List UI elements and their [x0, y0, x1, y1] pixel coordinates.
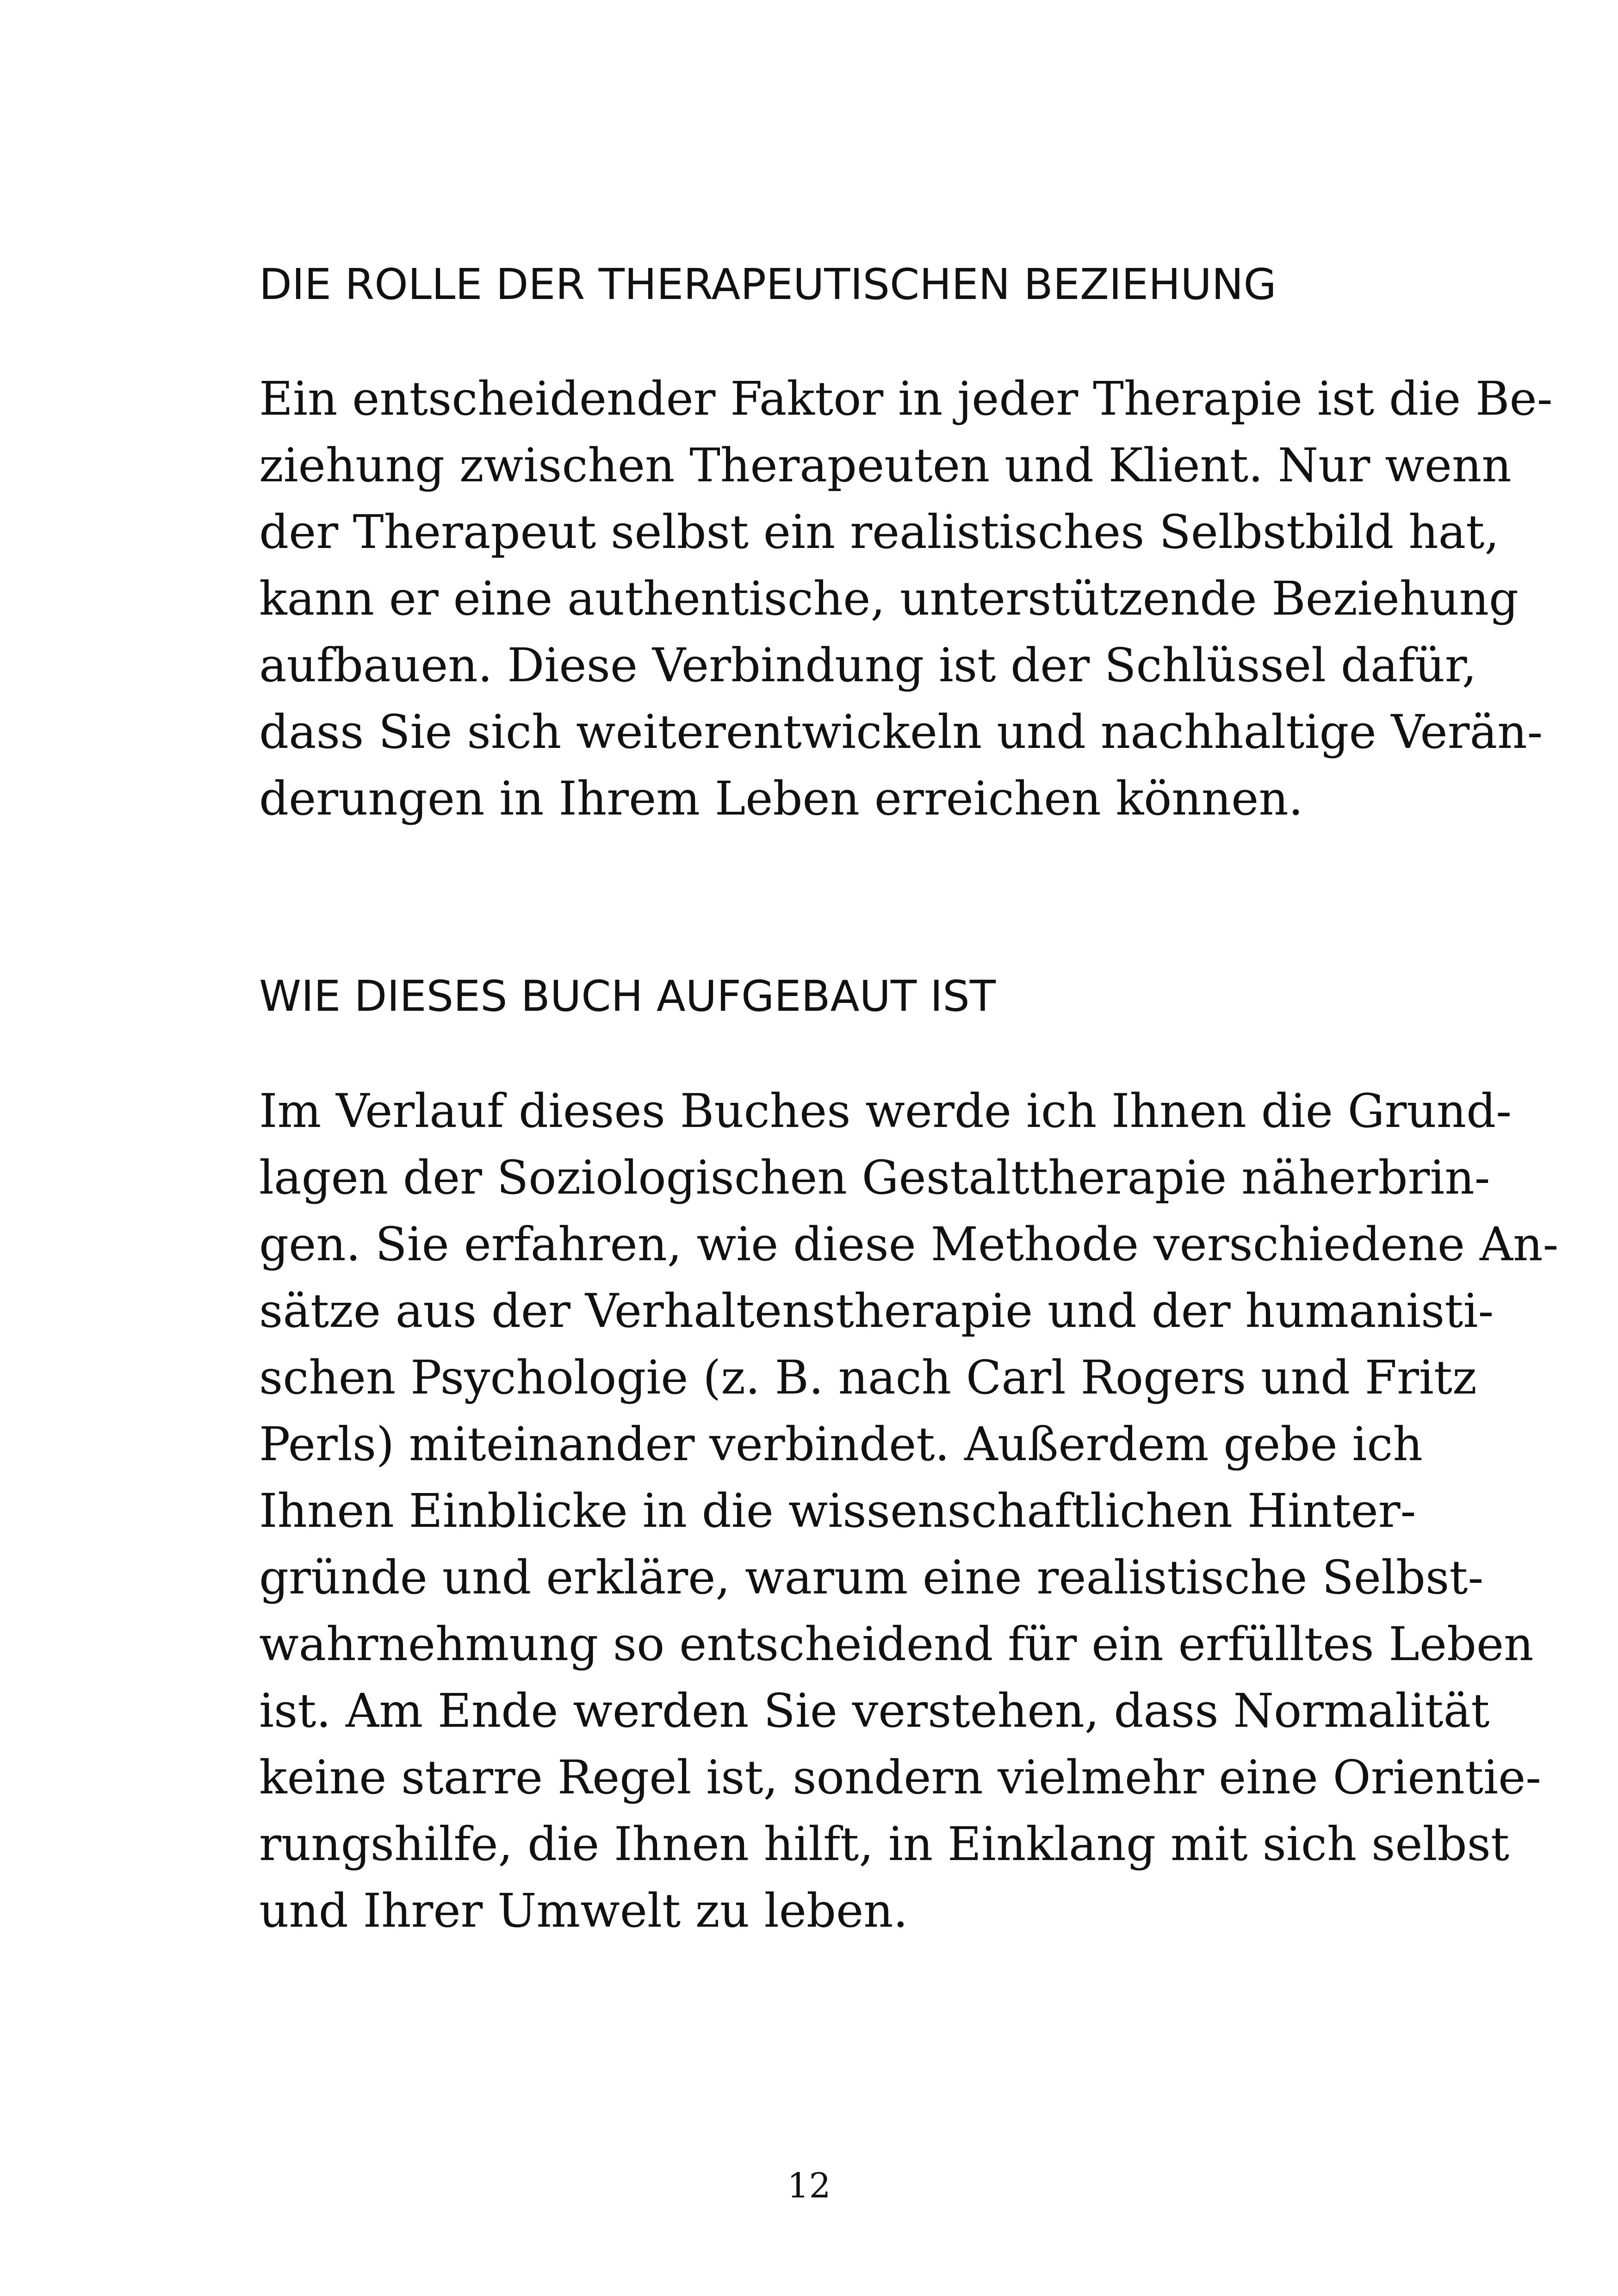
paragraph-line: kann er eine authentische, unterstützende Beziehung	[259, 572, 1519, 626]
page-number: 12	[787, 2166, 831, 2206]
page-content	[259, 259, 1559, 1944]
paragraph-line: ist. Am Ende werden Sie verstehen, dass Normalität	[259, 1683, 1490, 1738]
section-heading-book-structure: WIE DIESES BUCH AUFGEBAUT IST	[259, 971, 996, 1021]
paragraph-line: aufbauen. Diese Verbindung ist der Schlüssel dafür,	[259, 638, 1477, 693]
paragraph-line: ziehung zwischen Therapeuten und Klient. Nur wenn	[259, 438, 1512, 493]
paragraph-line: der Therapeut selbst ein realistisches Selbstbild hat,	[259, 505, 1500, 560]
paragraph-line: derungen in Ihrem Leben erreichen können.	[259, 772, 1303, 826]
paragraph-line: wahrnehmung so entscheidend für ein erfülltes Leben	[259, 1617, 1534, 1671]
paragraph-line: keine starre Regel ist, sondern vielmehr eine Orientie-	[259, 1750, 1542, 1804]
section-paragraph-therapeutic-relationship	[259, 366, 1553, 832]
section-paragraph-book-structure	[259, 1078, 1559, 1944]
paragraph-line: dass Sie sich weiterentwickeln und nachhaltige Verän-	[259, 705, 1543, 759]
paragraph-line: Im Verlauf dieses Buches werde ich Ihnen die Grund-	[259, 1083, 1512, 1138]
paragraph-line: schen Psychologie (z. B. nach Carl Rogers und Fritz	[259, 1350, 1477, 1405]
section-heading-therapeutic-relationship: DIE ROLLE DER THERAPEUTISCHEN BEZIEHUNG	[259, 260, 1277, 309]
paragraph-line: Ein entscheidender Faktor in jeder Therapie ist die Be-	[259, 372, 1553, 426]
paragraph-line: sätze aus der Verhaltenstherapie und der humanisti-	[259, 1283, 1494, 1338]
paragraph-line: lagen der Soziologischen Gestalttherapie näherbrin-	[259, 1150, 1490, 1205]
paragraph-line: gen. Sie erfahren, wie diese Methode verschiedene An-	[259, 1217, 1559, 1271]
paragraph-line: und Ihrer Umwelt zu leben.	[259, 1883, 908, 1938]
paragraph-line: gründe und erkläre, warum eine realistische Selbst-	[259, 1550, 1484, 1605]
paragraph-line: Ihnen Einblicke in die wissenschaftlichen Hinter-	[259, 1483, 1416, 1538]
paragraph-line: Perls) miteinander verbindet. Außerdem gebe ich	[259, 1417, 1423, 1471]
paragraph-line: rungshilfe, die Ihnen hilft, in Einklang mit sich selbst	[259, 1817, 1510, 1871]
